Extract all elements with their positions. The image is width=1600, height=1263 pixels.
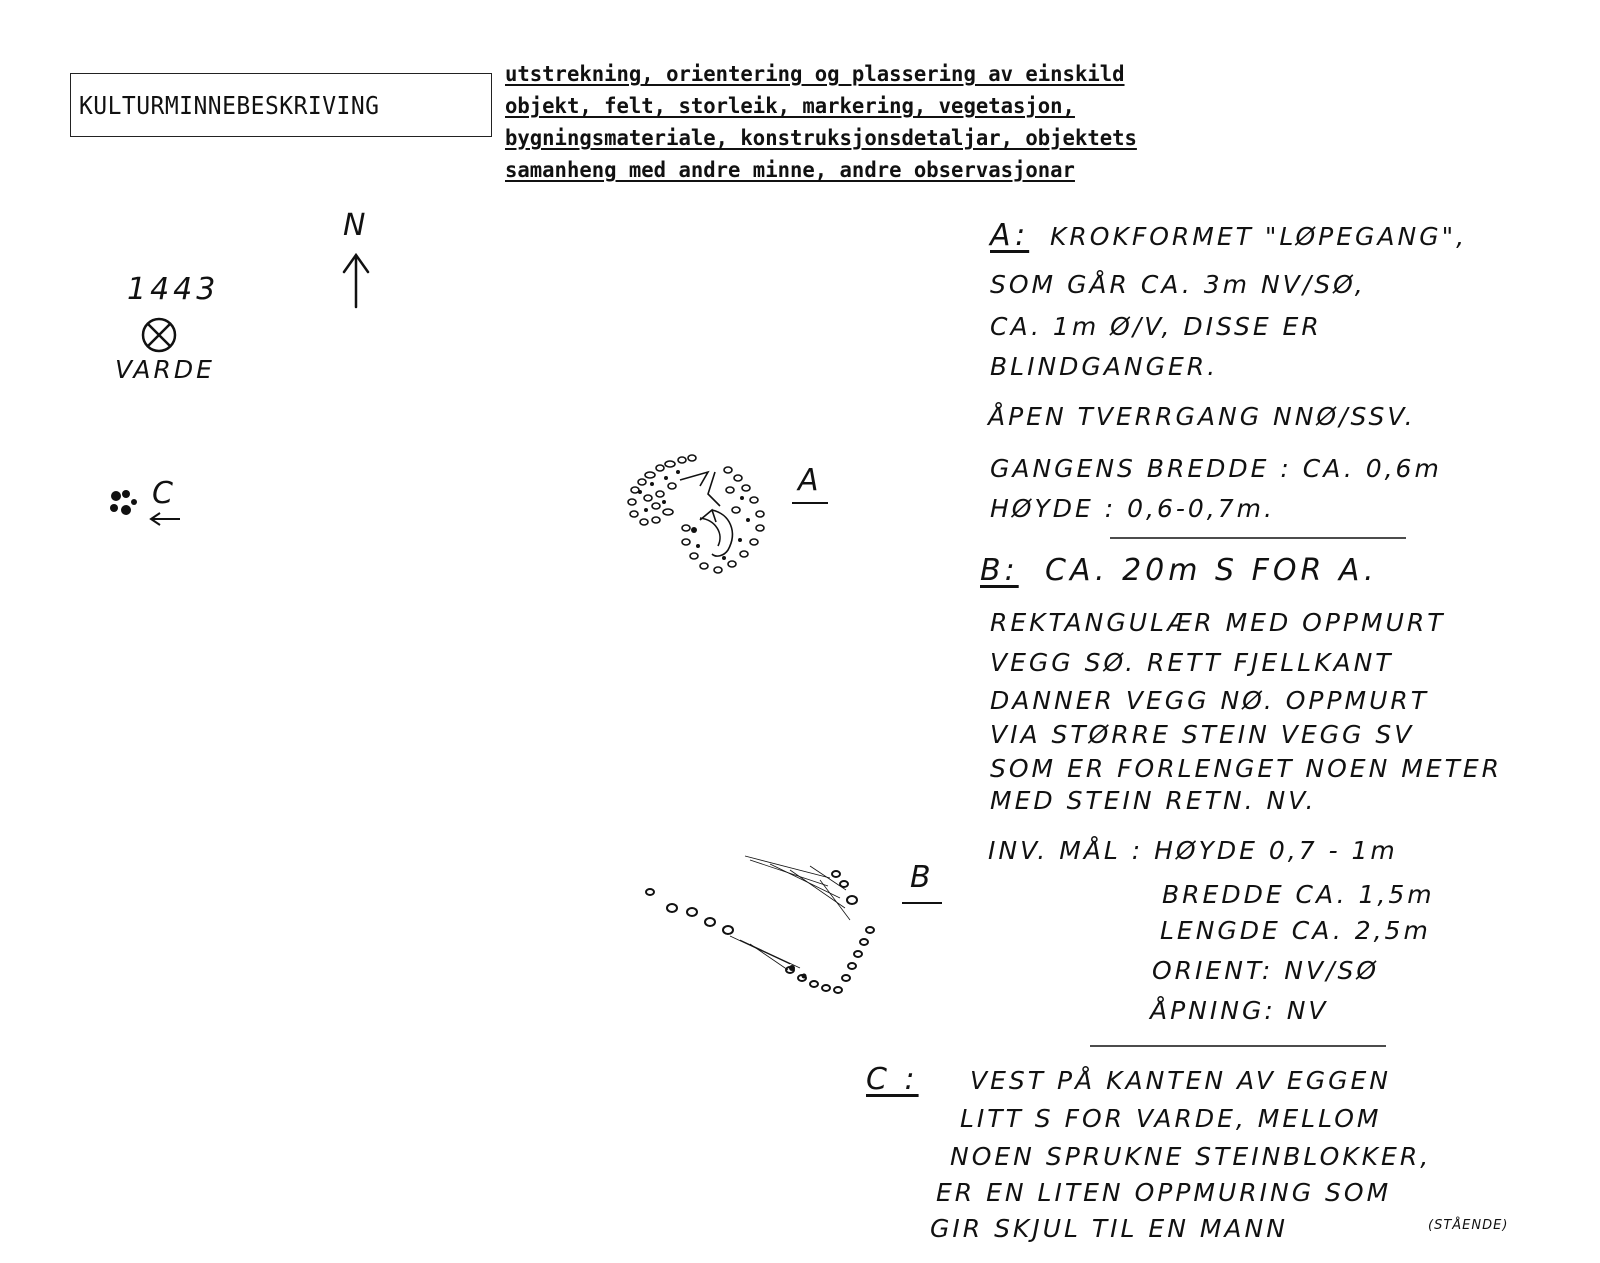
instruction-line: bygningsmateriale, konstruksjonsdetaljar, objektets: [505, 126, 1137, 150]
label-a-underline: [792, 500, 832, 506]
instruction-line: objekt, felt, storleik, markering, vegetasjon,: [505, 94, 1075, 118]
note-b-line: REKTANGULÆR MED OPPMURT: [990, 608, 1446, 637]
note-a-line: BLINDGANGER.: [990, 352, 1219, 381]
note-b-line: SOM ER FORLENGET NOEN METER: [990, 754, 1503, 783]
cairn-label: VARDE: [115, 355, 215, 384]
note-c-key: C :: [866, 1062, 919, 1097]
label-c-sketch: C: [152, 476, 177, 511]
north-arrow-icon: [336, 252, 376, 312]
cairn-symbol-icon: [135, 315, 183, 355]
note-a-key: A:: [990, 218, 1030, 253]
arrow-left-icon: [148, 512, 182, 526]
site-b-sketch: [640, 850, 900, 1020]
note-c-line: ER EN LITEN OPPMURING SOM: [936, 1178, 1392, 1207]
note-b-key: B:: [980, 553, 1019, 588]
instruction-line: utstrekning, orientering og plassering av einskild: [505, 62, 1125, 86]
note-b-line: VEGG SØ. RETT FJELLKANT: [990, 648, 1394, 677]
note-b-measure: LENGDE CA. 2,5m: [1160, 916, 1431, 945]
note-a-line: SOM GÅR CA. 3m NV/SØ,: [990, 270, 1366, 299]
instruction-line: samanheng med andre minne, andre observasjonar: [505, 158, 1075, 182]
note-c-line: LITT S FOR VARDE, MELLOM: [960, 1104, 1382, 1133]
north-label: N: [343, 208, 370, 243]
label-a-sketch: A: [798, 463, 823, 498]
form-title: KULTURMINNEBESKRIVING: [79, 90, 380, 120]
note-b-measure-label: INV. MÅL : HØYDE 0,7 - 1m: [988, 836, 1398, 865]
label-b-underline: [902, 900, 948, 906]
note-c-line: GIR SKJUL TIL EN MANN: [930, 1214, 1288, 1243]
note-b-line: VIA STØRRE STEIN VEGG SV: [990, 720, 1415, 749]
note-b-line: MED STEIN RETN. NV.: [990, 786, 1317, 815]
note-b-line: CA. 20m S FOR A.: [1045, 553, 1378, 588]
note-c-line: NOEN SPRUKNE STEINBLOKKER,: [950, 1142, 1432, 1171]
label-b-sketch: B: [910, 860, 935, 895]
cairn-number: 1443: [127, 272, 220, 307]
site-a-sketch: [620, 450, 790, 590]
divider-bc: [1090, 1044, 1390, 1048]
note-a-line: HØYDE : 0,6-0,7m.: [990, 494, 1275, 523]
note-b-measure: BREDDE CA. 1,5m: [1162, 880, 1435, 909]
note-b-measure: ÅPNING: NV: [1150, 996, 1329, 1025]
note-c-line: VEST PÅ KANTEN AV EGGEN: [970, 1066, 1391, 1095]
note-a-line: ÅPEN TVERRGANG NNØ/SSV.: [988, 402, 1416, 431]
note-b-line: DANNER VEGG NØ. OPPMURT: [990, 686, 1430, 715]
note-c-annotation: (STÅENDE): [1428, 1218, 1509, 1233]
note-b-measure: ORIENT: NV/SØ: [1152, 956, 1380, 985]
note-a-line: CA. 1m Ø/V, DISSE ER: [990, 312, 1322, 341]
form-instructions: [505, 58, 1405, 186]
divider-ab: [1110, 536, 1410, 540]
note-a-line: GANGENS BREDDE : CA. 0,6m: [990, 454, 1442, 483]
stone-cluster-icon: [104, 484, 144, 524]
note-a-line: KROKFORMET "LØPEGANG",: [1050, 222, 1468, 251]
form-title-box: [70, 73, 492, 137]
